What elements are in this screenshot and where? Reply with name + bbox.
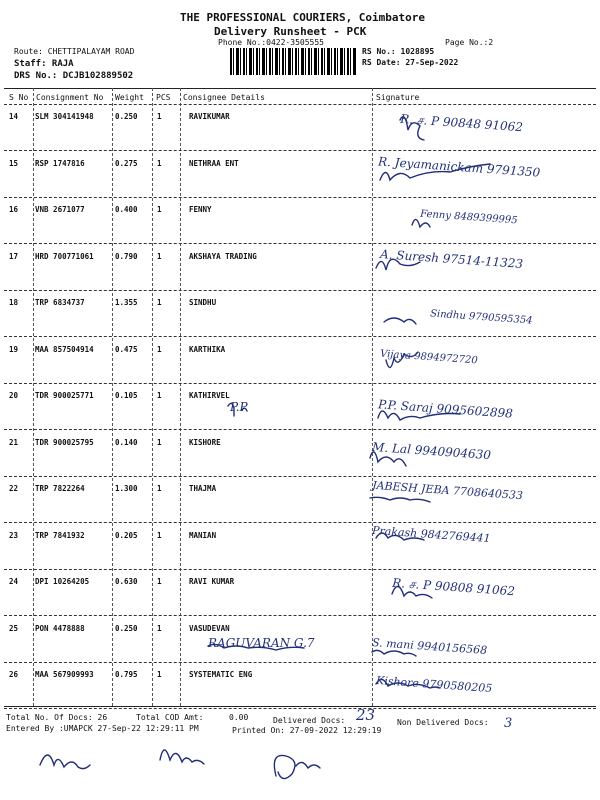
cell-pcs: 1	[157, 670, 162, 679]
col-signature: Signature	[376, 93, 420, 102]
cell-pcs: 1	[157, 344, 162, 354]
cell-consignee: KATHIRVEL	[189, 391, 230, 400]
cell-sno: 22	[9, 484, 19, 493]
rs-date: RS Date: 27-Sep-2022	[362, 58, 459, 67]
cell-consignee: RAVIKUMAR	[189, 112, 230, 121]
col-weight: Weight	[115, 93, 144, 102]
signature: M. Lal 9940904630	[371, 439, 492, 463]
cell-weight: 0.105	[115, 391, 138, 400]
cell-consignment: RSP 1747816	[35, 158, 85, 168]
delivered-value: 23	[356, 706, 376, 724]
delivered-label: Delivered Docs:	[273, 716, 346, 725]
cell-sno: 26	[9, 670, 19, 679]
cell-consignment: SLM 304141948	[35, 112, 94, 121]
col-consignee: Consignee Details	[183, 93, 265, 102]
cell-consignment: TRP 6834737	[35, 298, 85, 307]
cell-consignment: DPI 10264205	[35, 577, 90, 586]
cell-pcs: 1	[157, 298, 162, 307]
cell-pcs: 1	[157, 484, 162, 493]
bottom-signature-1	[40, 755, 90, 769]
phone-number: Phone No.:0422-3505555	[218, 38, 324, 47]
cod-value: 0.00	[229, 713, 249, 722]
cell-consignee: MANIAN	[189, 530, 217, 540]
cell-consignee: RAVI KUMAR	[189, 577, 235, 586]
col-sno: S No	[9, 93, 29, 102]
cell-weight: 0.475	[115, 344, 138, 354]
cell-consignment: HRD 700771061	[35, 251, 94, 261]
total-docs: Total No. Of Docs: 26	[6, 713, 108, 722]
cell-weight: 1.300	[115, 484, 138, 493]
route: Route: CHETTIPALAYAM ROAD	[14, 47, 135, 56]
cell-sno: 14	[9, 112, 19, 121]
col-pcs: PCS	[156, 93, 171, 102]
cell-pcs: 1	[157, 577, 162, 586]
cell-consignment: MAA 567909993	[35, 670, 94, 679]
cell-pcs: 1	[157, 391, 162, 400]
cell-sno: 20	[9, 391, 19, 400]
bottom-signature-3	[274, 755, 320, 778]
cell-weight: 0.250	[115, 623, 138, 633]
cell-consignee: NETHRAA ENT	[189, 158, 239, 168]
cell-consignment: TDR 900025795	[35, 437, 94, 447]
bottom-signature-2	[160, 750, 204, 764]
cell-consignment: TDR 900025771	[35, 391, 94, 400]
cell-pcs: 1	[157, 623, 162, 633]
cell-consignment: MAA 857504914	[35, 344, 94, 354]
signature: Vijaya 9894972720	[379, 348, 478, 367]
cell-weight: 0.400	[115, 205, 138, 214]
cell-consignment: PON 4478888	[35, 623, 85, 633]
cell-pcs: 1	[157, 251, 162, 261]
rs-number: RS No.: 1028895	[362, 47, 435, 56]
cell-sno: 25	[9, 623, 19, 633]
signature: JABESH JEBA 7708640533	[371, 478, 524, 503]
signature: Fenny 8489399995	[419, 208, 518, 227]
cell-weight: 1.355	[115, 298, 138, 307]
cell-weight: 0.790	[115, 251, 138, 261]
cell-consignee: SYSTEMATIC ENG	[189, 670, 253, 679]
entered-by: Entered By :UMAPCK 27-Sep-22 12:29:11 PM	[6, 724, 199, 733]
cell-weight: 0.140	[115, 437, 138, 447]
signature: A. Suresh 97514-11323	[379, 247, 524, 271]
cell-consignment: VNB 2671077	[35, 205, 85, 214]
cell-consignee: VASUDEVAN	[189, 623, 230, 633]
cell-consignee: KARTHIKA	[189, 344, 226, 354]
cell-sno: 21	[9, 437, 19, 447]
signature-scribble	[412, 219, 430, 227]
cell-consignment: TRP 7841932	[35, 530, 85, 540]
signature: R. Jeyamanickam 9791350	[377, 154, 541, 180]
cell-sno: 17	[9, 251, 19, 261]
cell-sno: 18	[9, 298, 19, 307]
handwritten-note: P.P	[230, 400, 248, 414]
signature-scribble	[370, 497, 430, 502]
drs-number: DRS No.: DCJB102889502	[14, 71, 134, 81]
cell-weight: 0.275	[115, 158, 138, 168]
signature: S. mani 9940156568	[371, 635, 488, 658]
cell-consignee: THAJMA	[189, 484, 217, 493]
cell-consignee: SINDHU	[189, 298, 217, 307]
handwritten-note: RAGUVARAN G.7	[208, 636, 315, 650]
runsheet-title: Delivery Runsheet - PCK	[214, 25, 367, 38]
cell-consignee: FENNY	[189, 205, 212, 214]
cell-weight: 0.205	[115, 530, 138, 540]
cell-pcs: 1	[157, 158, 162, 168]
signature: R. ச. P 90848 91062	[399, 111, 524, 135]
printed-on: Printed On: 27-09-2022 12:29:19	[232, 726, 382, 735]
signature: Prakash 9842769441	[371, 523, 491, 546]
staff: Staff: RAJA	[14, 59, 74, 69]
cell-consignee: AKSHAYA TRADING	[189, 251, 257, 261]
cell-pcs: 1	[157, 437, 162, 447]
signature: Kishore 9790580205	[375, 673, 493, 696]
non-delivered-label: Non Delivered Docs:	[397, 718, 489, 727]
cell-sno: 24	[9, 577, 19, 586]
signature: P.P. Saraj 9095602898	[377, 397, 514, 421]
cell-pcs: 1	[157, 205, 162, 214]
cell-pcs: 1	[157, 112, 162, 121]
cell-sno: 16	[9, 205, 19, 214]
cell-pcs: 1	[157, 530, 162, 540]
cell-weight: 0.250	[115, 112, 138, 121]
col-consignment: Consignment No	[36, 93, 104, 102]
signature: R. ச. P 90808 91062	[391, 575, 516, 599]
cell-sno: 19	[9, 344, 19, 354]
cell-weight: 0.630	[115, 577, 138, 586]
cell-weight: 0.795	[115, 670, 138, 679]
cell-consignee: KISHORE	[189, 437, 221, 447]
cell-sno: 23	[9, 530, 19, 540]
cell-sno: 15	[9, 158, 19, 168]
signature: Sindhu 9790595354	[429, 308, 533, 327]
cell-consignment: TRP 7822264	[35, 484, 85, 493]
signature-scribble	[384, 318, 416, 324]
non-delivered-value: 3	[504, 716, 513, 731]
page-number: Page No.:2	[445, 38, 494, 47]
company-title: THE PROFESSIONAL COURIERS, Coimbatore	[180, 11, 426, 24]
cod-label: Total COD Amt:	[136, 713, 204, 722]
